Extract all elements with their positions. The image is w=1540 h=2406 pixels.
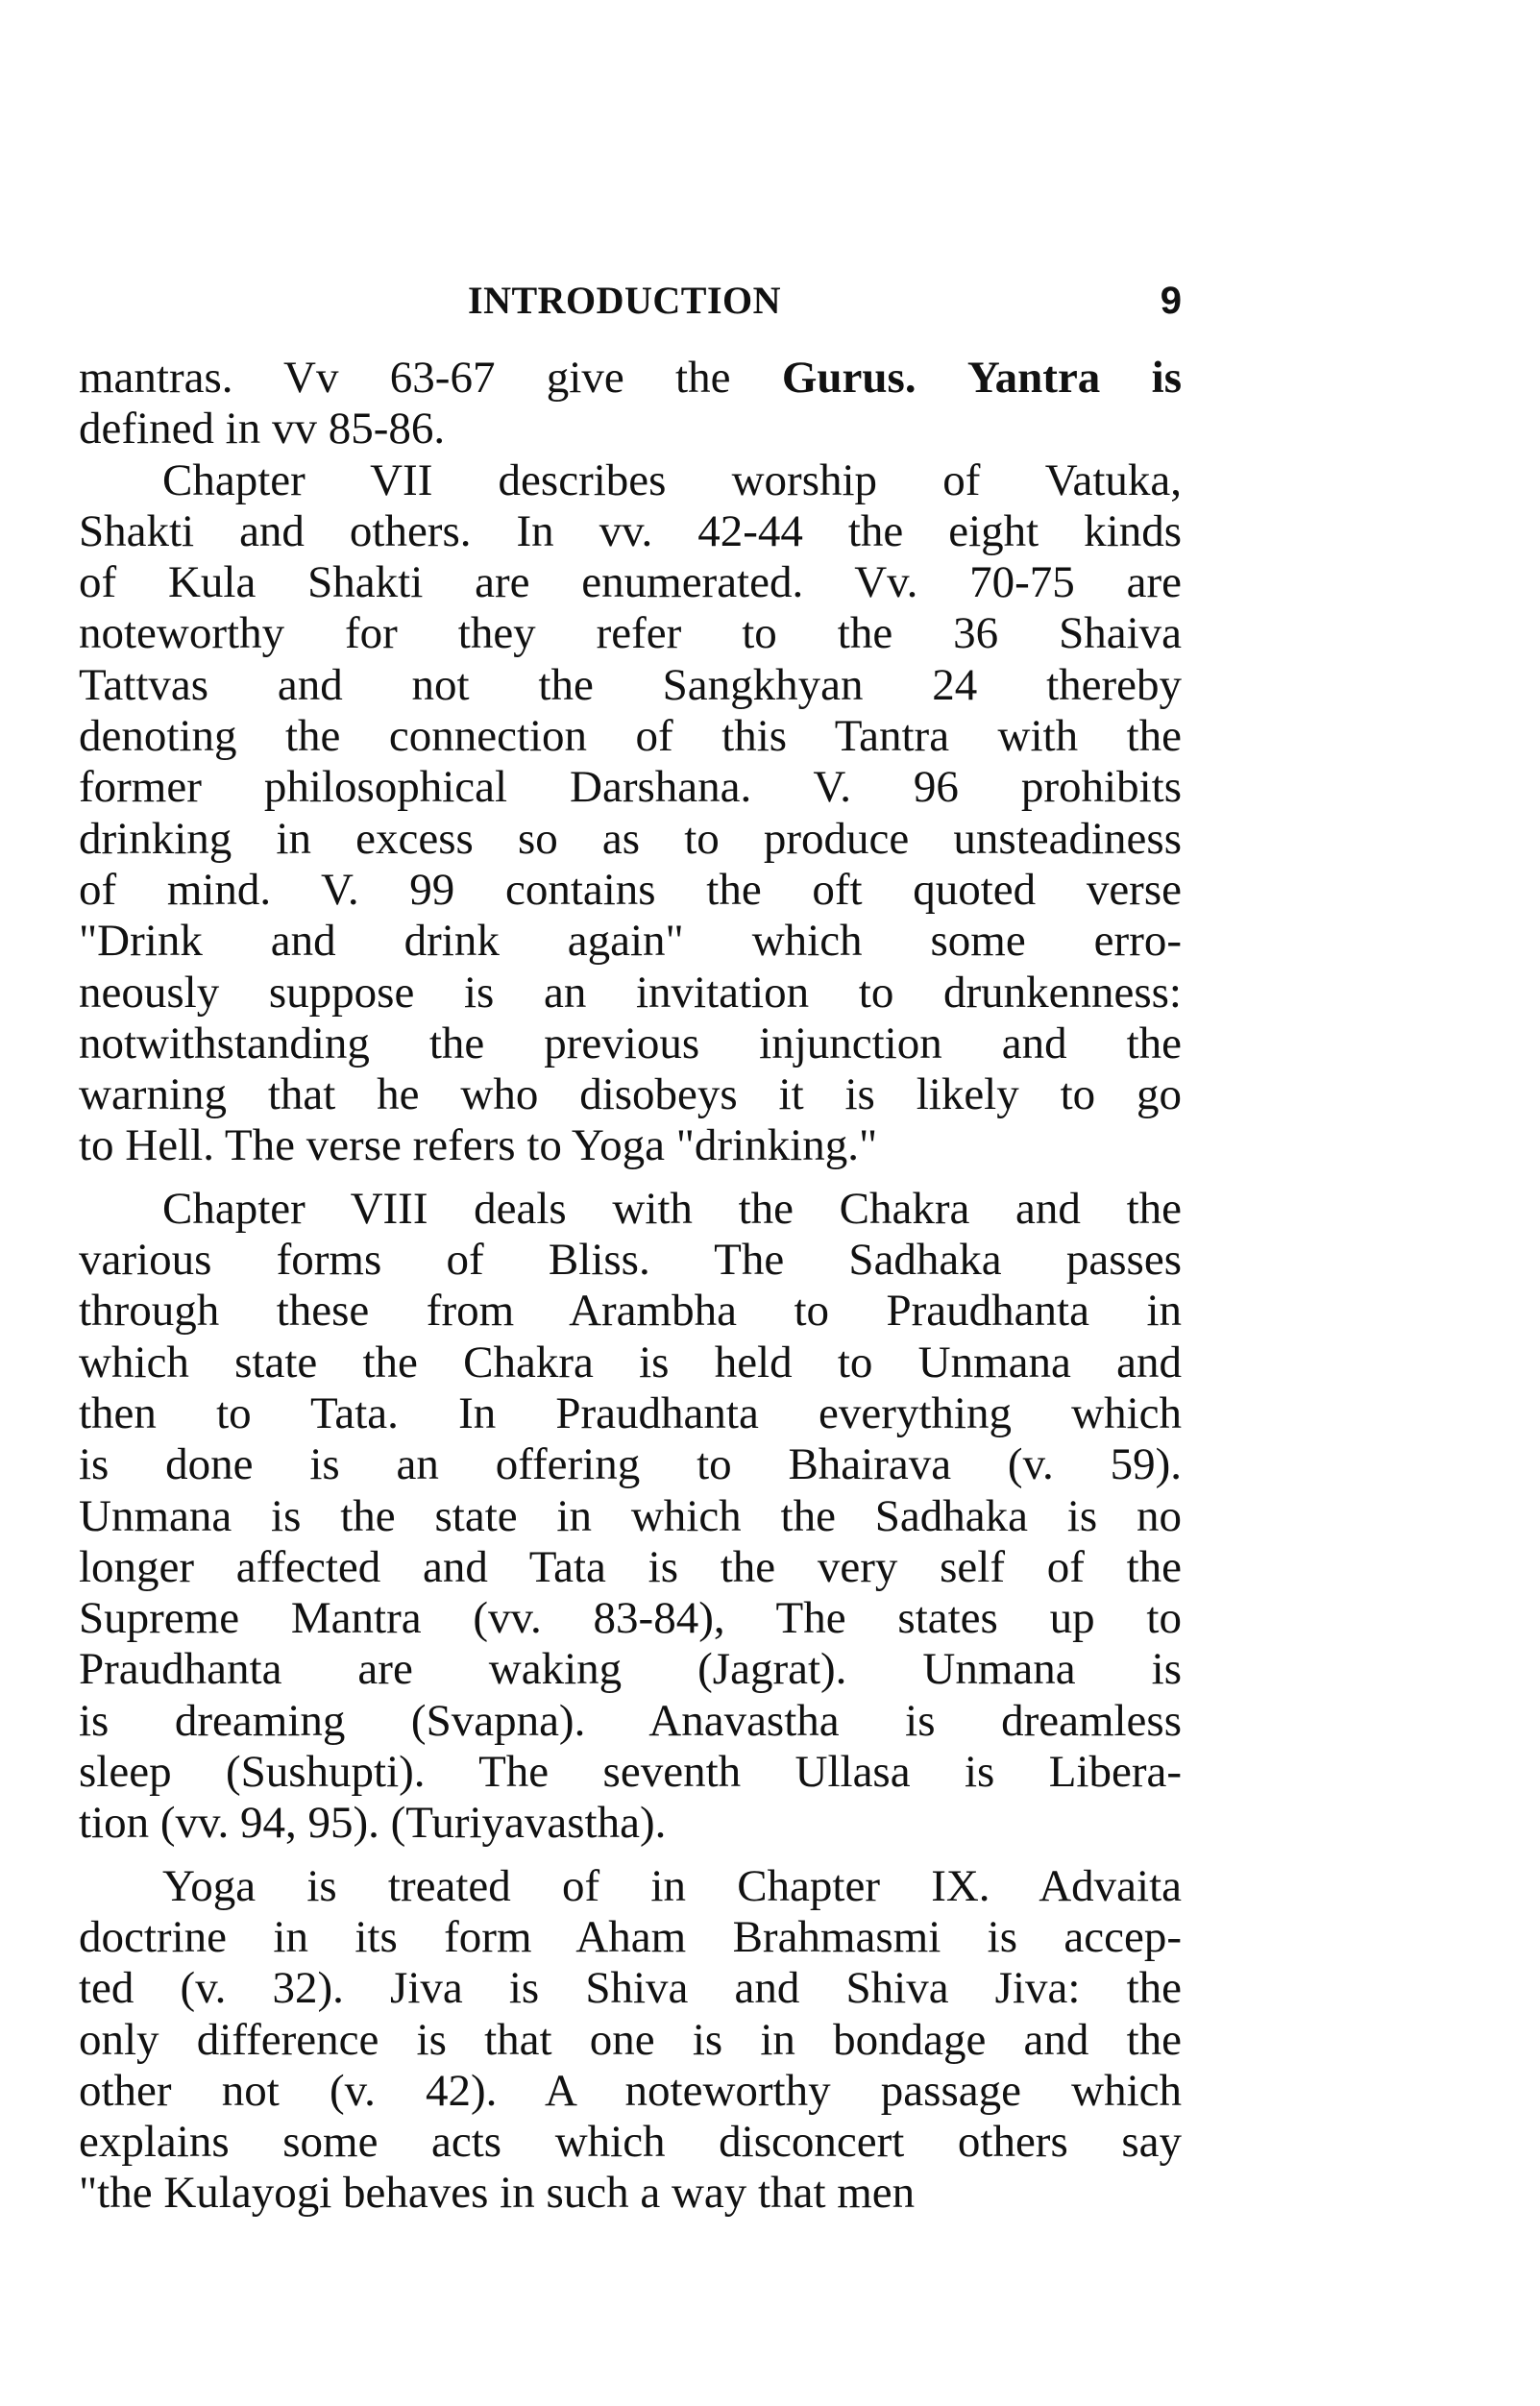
- text-line: neously suppose is an invitation to drunkenness:: [79, 967, 1182, 1018]
- text-line: ted (v. 32). Jiva is Shiva and Shiva Jiva: the: [79, 1963, 1182, 2014]
- body-text: [79, 353, 1182, 2220]
- text-line: sleep (Sushupti). The seventh Ullasa is Libera-: [79, 1747, 1182, 1798]
- text-line: noteworthy for they refer to the 36 Shaiva: [79, 608, 1182, 659]
- bold-term: Gurus.: [781, 353, 917, 403]
- paragraph-gap: [79, 1172, 1182, 1184]
- text-line: then to Tata. In Praudhanta everything which: [79, 1387, 1182, 1438]
- text-line: explains some acts which disconcert others say: [79, 2117, 1182, 2168]
- page-number: 9: [1160, 280, 1182, 322]
- text-line: Chapter VIII deals with the Chakra and the: [162, 1183, 1182, 1234]
- text-line: defined in vv 85-86.: [79, 404, 446, 454]
- text-line: Tattvas and not the Sangkhyan 24 thereby: [79, 659, 1182, 710]
- paragraph: [79, 455, 1182, 1172]
- text-line: of mind. V. 99 contains the oft quoted verse: [79, 864, 1182, 915]
- text-line: Unmana is the state in which the Sadhaka is no: [79, 1490, 1182, 1541]
- bold-term: Yantra is: [966, 353, 1182, 403]
- text-line: Supreme Mantra (vv. 83-84), The states up to: [79, 1593, 1182, 1644]
- text-line: denoting the connection of this Tantra with the: [79, 711, 1182, 762]
- paragraph: [79, 1861, 1182, 2220]
- text-line: is done is an offering to Bhairava (v. 59).: [79, 1439, 1182, 1490]
- text-line: of Kula Shakti are enumerated. Vv. 70-75 are: [79, 557, 1182, 608]
- text-line: warning that he who disobeys it is likely to go: [79, 1069, 1182, 1120]
- text-line: through these from Arambha to Praudhanta in: [79, 1286, 1182, 1337]
- text-line: Yoga is treated of in Chapter IX. Advaita: [162, 1860, 1182, 1911]
- paragraph-gap: [79, 1850, 1182, 1861]
- text-line: notwithstanding the previous injunction and the: [79, 1018, 1182, 1068]
- text-line: doctrine in its form Aham Brahmasmi is accep-: [79, 1911, 1182, 1962]
- text-line: longer affected and Tata is the very self of the: [79, 1541, 1182, 1592]
- text-line: Shakti and others. In vv. 42-44 the eight kinds: [79, 505, 1182, 556]
- text-line: is dreaming (Svapna). Anavastha is dreamless: [79, 1695, 1182, 1746]
- paragraph: [79, 1184, 1182, 1850]
- running-header: [79, 272, 1182, 330]
- text-line: various forms of Bliss. The Sadhaka passes: [79, 1235, 1182, 1286]
- paragraph: [79, 353, 1182, 455]
- text-line: to Hell. The verse refers to Yoga "drinking.": [79, 1120, 878, 1171]
- text-line: drinking in excess so as to produce unsteadiness: [79, 813, 1182, 864]
- text-line: Chapter VII describes worship of Vatuka,: [162, 454, 1182, 505]
- text-line: "the Kulayogi behaves in such a way that men: [79, 2168, 916, 2219]
- text-line: "Drink and drink again" which some erro-: [79, 916, 1182, 967]
- text-line: tion (vv. 94, 95). (Turiyavastha).: [79, 1798, 667, 1849]
- text-line: which state the Chakra is held to Unmana and: [79, 1337, 1182, 1387]
- text-line: mantras. Vv 63-67 give the Gurus. Yantra is: [79, 353, 1182, 403]
- text-line: only difference is that one is in bondage and the: [79, 2014, 1182, 2065]
- text-line: other not (v. 42). A noteworthy passage which: [79, 2065, 1182, 2116]
- text-line: former philosophical Darshana. V. 96 prohibits: [79, 762, 1182, 813]
- running-title: INTRODUCTION: [468, 279, 782, 322]
- text-line: Praudhanta are waking (Jagrat). Unmana is: [79, 1644, 1182, 1695]
